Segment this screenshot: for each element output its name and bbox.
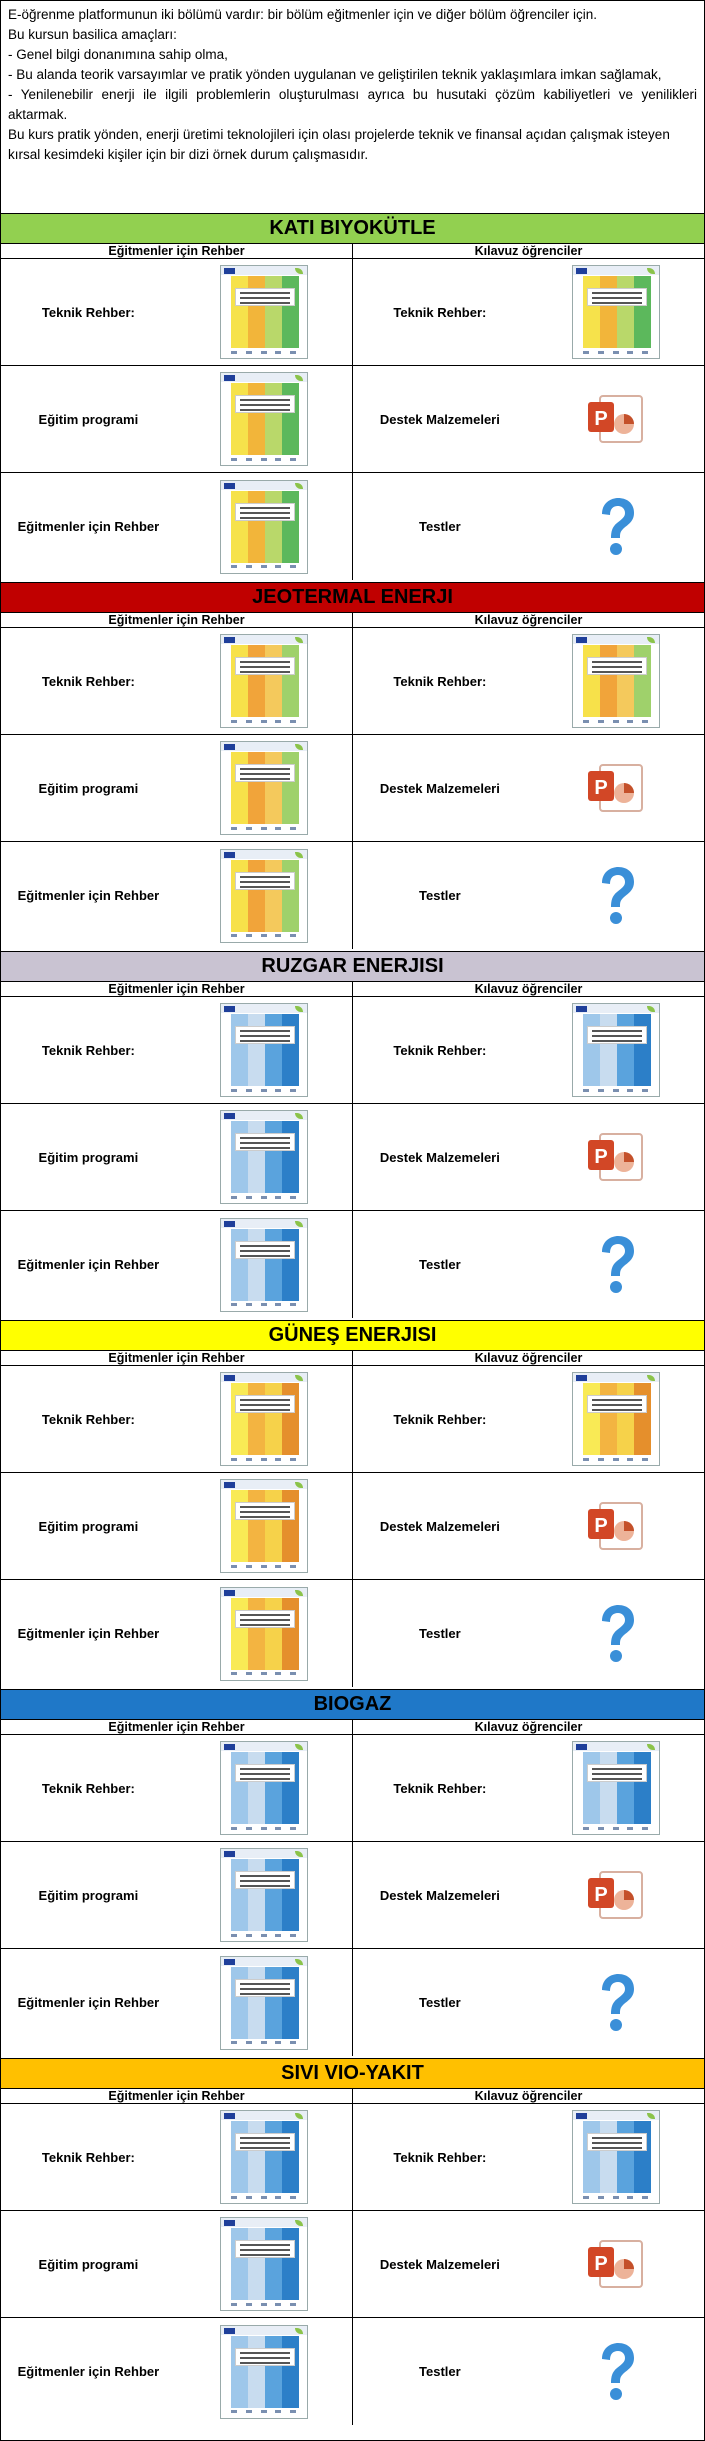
energy-section bbox=[1, 1690, 704, 2059]
svg-text:P: P bbox=[593, 1515, 608, 1537]
document-cover-icon[interactable] bbox=[572, 1372, 660, 1466]
column-header-students: Kılavuz öğrenciler bbox=[474, 1720, 583, 1734]
row-label: Teknik Rehber: bbox=[393, 1780, 487, 1796]
column-header-students: Kılavuz öğrenciler bbox=[474, 244, 583, 258]
document-cover-icon[interactable] bbox=[220, 1003, 308, 1097]
row-label: Destek Malzemeleri bbox=[379, 411, 500, 427]
column-headers bbox=[1, 2089, 704, 2104]
sections bbox=[1, 214, 704, 2424]
row-label: Teknik Rehber: bbox=[41, 2149, 135, 2165]
row-label: Destek Malzemeleri bbox=[379, 780, 500, 796]
powerpoint-icon[interactable] bbox=[569, 1110, 663, 1204]
svg-text:P: P bbox=[593, 2253, 608, 2275]
row-label: Teknik Rehber: bbox=[393, 304, 487, 320]
table-row bbox=[1, 1580, 704, 1687]
section-title: KATI BIYOKÜTLE bbox=[1, 214, 704, 244]
document-cover-icon[interactable] bbox=[572, 2110, 660, 2204]
row-label: Teknik Rehber: bbox=[41, 1780, 135, 1796]
row-label: Eğitmenler için Rehber bbox=[17, 1257, 160, 1272]
column-header-trainers: Eğitmenler için Rehber bbox=[1, 1351, 353, 1365]
table-row bbox=[1, 1735, 704, 1842]
document-cover-icon[interactable] bbox=[220, 634, 308, 728]
table-row bbox=[1, 842, 704, 949]
energy-section bbox=[1, 1321, 704, 1690]
intro-line: Bu kursun basilica amaçları: bbox=[8, 27, 177, 42]
row-label: Testler bbox=[419, 888, 461, 903]
question-mark-icon[interactable] bbox=[569, 1587, 663, 1681]
powerpoint-icon[interactable] bbox=[569, 1848, 663, 1942]
document-cover-icon[interactable] bbox=[220, 372, 308, 466]
table-row bbox=[1, 2104, 704, 2211]
question-mark-icon[interactable] bbox=[569, 2325, 663, 2419]
svg-text:P: P bbox=[593, 408, 608, 430]
row-label: Eğitim programi bbox=[38, 2256, 139, 2272]
table-row bbox=[1, 1949, 704, 2056]
document-cover-icon[interactable] bbox=[220, 2217, 308, 2311]
document-cover-icon[interactable] bbox=[220, 2325, 308, 2419]
column-header-trainers: Eğitmenler için Rehber bbox=[1, 244, 353, 258]
document-cover-icon[interactable] bbox=[220, 1848, 308, 1942]
column-header-trainers: Eğitmenler için Rehber bbox=[1, 1720, 353, 1734]
table-row bbox=[1, 1473, 704, 1580]
document-cover-icon[interactable] bbox=[220, 1479, 308, 1573]
column-header-students: Kılavuz öğrenciler bbox=[474, 2089, 583, 2103]
row-label: Testler bbox=[419, 1995, 461, 2010]
row-label: Eğitim programi bbox=[38, 780, 139, 796]
powerpoint-icon[interactable] bbox=[569, 1479, 663, 1573]
table-row bbox=[1, 1842, 704, 1949]
column-headers bbox=[1, 1720, 704, 1735]
column-headers bbox=[1, 982, 704, 997]
svg-text:P: P bbox=[593, 777, 608, 799]
column-header-students: Kılavuz öğrenciler bbox=[474, 1351, 583, 1365]
row-label: Testler bbox=[419, 1257, 461, 1272]
row-label: Destek Malzemeleri bbox=[379, 1518, 500, 1534]
svg-text:P: P bbox=[593, 1884, 608, 1906]
document-cover-icon[interactable] bbox=[220, 480, 308, 574]
document-cover-icon[interactable] bbox=[220, 1218, 308, 1312]
row-label: Eğitmenler için Rehber bbox=[17, 519, 160, 534]
question-mark-icon[interactable] bbox=[569, 1956, 663, 2050]
question-mark-icon[interactable] bbox=[569, 849, 663, 943]
row-label: Teknik Rehber: bbox=[393, 1042, 487, 1058]
row-label: Eğitmenler için Rehber bbox=[17, 1626, 160, 1641]
section-title: RUZGAR ENERJISI bbox=[1, 952, 704, 982]
document-cover-icon[interactable] bbox=[220, 849, 308, 943]
row-label: Eğitim programi bbox=[38, 411, 139, 427]
document-cover-icon[interactable] bbox=[572, 265, 660, 359]
row-label: Eğitmenler için Rehber bbox=[17, 1995, 160, 2010]
intro-text bbox=[1, 1, 704, 214]
row-label: Destek Malzemeleri bbox=[379, 1149, 500, 1165]
row-label: Destek Malzemeleri bbox=[379, 2256, 500, 2272]
document-cover-icon[interactable] bbox=[220, 741, 308, 835]
row-label: Eğitim programi bbox=[38, 1518, 139, 1534]
column-headers bbox=[1, 613, 704, 628]
intro-line: E-öğrenme platformunun iki bölümü vardır: bir bölüm eğitmenler için ve diğer bölüm öğrenciler için. bbox=[8, 7, 598, 22]
intro-bullet: - Bu alanda teorik varsayımlar ve pratik yönden uygulanan ve geliştirilen teknik yaklaşımlara imkan sağlamak, bbox=[8, 67, 662, 82]
powerpoint-icon[interactable] bbox=[569, 372, 663, 466]
document-cover-icon[interactable] bbox=[572, 1741, 660, 1835]
row-label: Testler bbox=[419, 2364, 461, 2379]
row-label: Testler bbox=[419, 1626, 461, 1641]
document-cover-icon[interactable] bbox=[220, 265, 308, 359]
row-label: Teknik Rehber: bbox=[393, 2149, 487, 2165]
document-cover-icon[interactable] bbox=[220, 1372, 308, 1466]
document-cover-icon[interactable] bbox=[572, 1003, 660, 1097]
row-label: Destek Malzemeleri bbox=[379, 1887, 500, 1903]
column-headers bbox=[1, 1351, 704, 1366]
table-row bbox=[1, 473, 704, 580]
section-title: SIVI VIO-YAKIT bbox=[1, 2059, 704, 2089]
column-header-trainers: Eğitmenler için Rehber bbox=[1, 613, 353, 627]
column-header-students: Kılavuz öğrenciler bbox=[474, 982, 583, 996]
row-label: Teknik Rehber: bbox=[41, 304, 135, 320]
document-cover-icon[interactable] bbox=[220, 2110, 308, 2204]
table-row bbox=[1, 1366, 704, 1473]
table-row bbox=[1, 1211, 704, 1318]
table-row bbox=[1, 997, 704, 1104]
section-title: BIOGAZ bbox=[1, 1690, 704, 1720]
document-cover-icon[interactable] bbox=[220, 1110, 308, 1204]
row-label: Eğitmenler için Rehber bbox=[17, 888, 160, 903]
question-mark-icon[interactable] bbox=[569, 480, 663, 574]
document-cover-icon[interactable] bbox=[572, 634, 660, 728]
document-cover-icon[interactable] bbox=[220, 1587, 308, 1681]
table-row bbox=[1, 628, 704, 735]
document-cover-icon[interactable] bbox=[220, 1956, 308, 2050]
column-header-students: Kılavuz öğrenciler bbox=[474, 613, 583, 627]
row-label: Eğitmenler için Rehber bbox=[17, 2364, 160, 2379]
row-label: Teknik Rehber: bbox=[393, 1411, 487, 1427]
energy-section bbox=[1, 583, 704, 952]
energy-section bbox=[1, 952, 704, 1321]
column-header-trainers: Eğitmenler için Rehber bbox=[1, 982, 353, 996]
row-label: Eğitim programi bbox=[38, 1887, 139, 1903]
row-label: Testler bbox=[419, 519, 461, 534]
intro-bullet: - Genel bilgi donanımına sahip olma, bbox=[8, 47, 228, 62]
section-title: GÜNEŞ ENERJISI bbox=[1, 1321, 704, 1351]
energy-section bbox=[1, 214, 704, 583]
table-row bbox=[1, 366, 704, 473]
table-row bbox=[1, 2211, 704, 2318]
row-label: Teknik Rehber: bbox=[41, 1411, 135, 1427]
section-title: JEOTERMAL ENERJI bbox=[1, 583, 704, 613]
question-mark-icon[interactable] bbox=[569, 1218, 663, 1312]
row-label: Teknik Rehber: bbox=[41, 673, 135, 689]
table-row bbox=[1, 735, 704, 842]
svg-text:P: P bbox=[593, 1146, 608, 1168]
intro-bullet: - Yenilenebilir enerji ile ilgili problemlerin oluşturulması ayrıca bu husutaki çözüm kabiliyetleri ve yenilikleri aktarmak. bbox=[8, 87, 697, 122]
document-cover-icon[interactable] bbox=[220, 1741, 308, 1835]
powerpoint-icon[interactable] bbox=[569, 741, 663, 835]
row-label: Teknik Rehber: bbox=[41, 1042, 135, 1058]
energy-section bbox=[1, 2059, 704, 2424]
table-row bbox=[1, 2318, 704, 2425]
row-label: Teknik Rehber: bbox=[393, 673, 487, 689]
column-headers bbox=[1, 244, 704, 259]
row-label: Eğitim programi bbox=[38, 1149, 139, 1165]
table-row bbox=[1, 1104, 704, 1211]
intro-closing: Bu kurs pratik yönden, enerji üretimi teknolojileri için olası projelerde teknik ve finansal açıdan çalışmak isteyen kırsal kesimdeki kişiler için bir dizi örnek durum çalışmasıdır. bbox=[8, 127, 670, 162]
column-header-trainers: Eğitmenler için Rehber bbox=[1, 2089, 353, 2103]
table-row bbox=[1, 259, 704, 366]
powerpoint-icon[interactable] bbox=[569, 2217, 663, 2311]
